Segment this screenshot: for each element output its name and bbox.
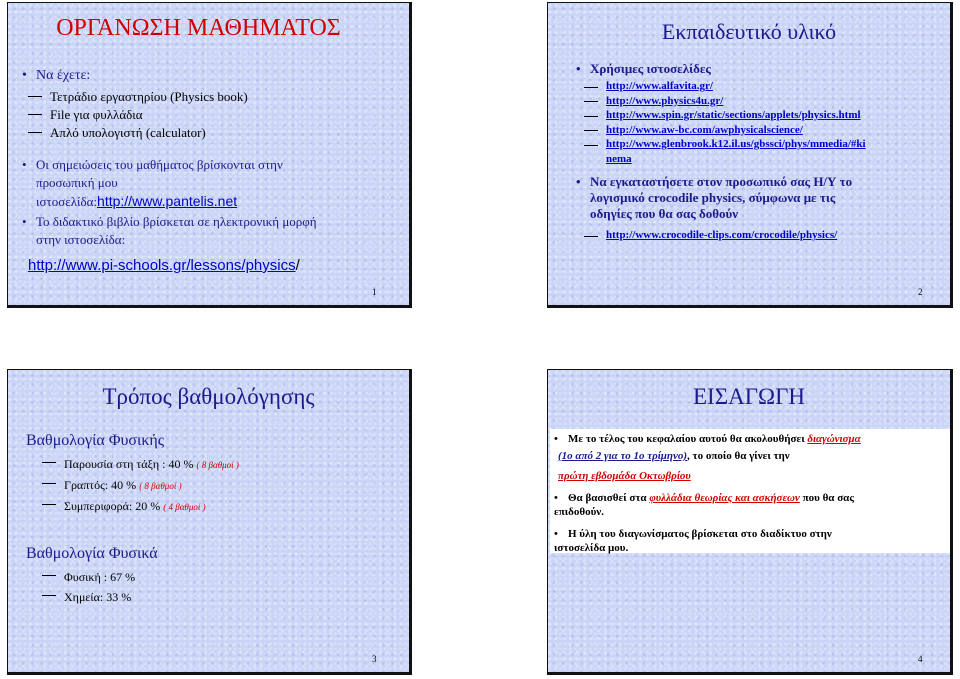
slide-number: 2 <box>918 287 923 297</box>
slide-number: 4 <box>918 654 923 664</box>
list-item: Χημεία: 33 % <box>40 587 406 607</box>
slide-3 <box>7 369 412 675</box>
slide-4-content: • Με το τέλος του κεφαλαίου αυτού θα ακολουθήσει διαγώνισμα (1ο από 2 για το 1ο τρίμηνο), το οποίο θα γίνει την πρώτη εβδομάδα Οκτωβρίου • Θα βασισθεί στα φυλλάδια θεωρίας και ασκήσεων που θα σας επιδοθούν. • Η ύλη του διαγωνίσματος βρίσκεται στο διαδίκτυο στην ιστοσελίδα μου. <box>554 432 952 555</box>
list-item: Γραπτός: 40 % ( 8 βαθμοί ) <box>40 475 406 496</box>
glenbrook-link[interactable]: http://www.glenbrook.k12.il.us/gbssci/phys/mmedia/#ki <box>606 138 866 150</box>
spin-link[interactable]: http://www.spin.gr/static/sections/applets/physics.html <box>606 109 861 121</box>
exam-link[interactable]: διαγώνισμα <box>807 433 861 445</box>
slide-number: 1 <box>372 287 377 297</box>
list-item: Απλό υπολογιστή (calculator) <box>26 124 407 142</box>
slide-number: 3 <box>372 654 377 664</box>
pi-schools-link[interactable]: http://www.pi-schools.gr/lessons/physics <box>28 257 296 274</box>
slide-1-content <box>22 67 407 275</box>
have-label: • Να έχετε: <box>22 67 407 85</box>
exam-paragraph: • Με το τέλος του κεφαλαίου αυτού θα ακολουθήσει διαγώνισμα <box>554 432 952 446</box>
science-grading-heading: Βαθμολογία Φυσικά <box>26 545 158 562</box>
october-week-link[interactable]: πρώτη εβδομάδα Οκτωβρίου <box>558 470 691 482</box>
slide-2 <box>547 2 953 308</box>
aw-bc-link[interactable]: http://www.aw-bc.com/awphysicalscience/ <box>606 123 803 136</box>
slide-1-title: ΟΡΓΑΝΩΣΗ ΜΑΘΗΜΑΤΟΣ <box>56 15 341 41</box>
handouts-link[interactable]: φυλλάδια θεωρίας και ασκήσεων <box>649 492 800 504</box>
install-paragraph: • Να εγκαταστήσετε στον προσωπικό σας Η/Υ το λογισμικό crocodile physics, σύμφωνα με τις οδηγίες που θα σας δοθούν <box>576 174 946 222</box>
slide-4-title: ΕΙΣΑΓΩΓΗ <box>692 384 805 409</box>
list-item: Φυσική : 67 % <box>40 567 406 587</box>
useful-label: • Χρήσιμες ιστοσελίδες <box>576 61 946 77</box>
alfavita-link[interactable]: http://www.alfavita.gr/ <box>606 80 713 92</box>
slide-1 <box>7 2 412 308</box>
material-paragraph: • Η ύλη του διαγωνίσματος βρίσκεται στο διαδίκτυο στην ιστοσελίδα μου. <box>554 527 952 555</box>
physics-grading-heading: Βαθμολογία Φυσικής <box>26 432 165 449</box>
pantelis-link[interactable]: http://www.pantelis.net <box>97 193 238 209</box>
list-item: Τετράδιο εργαστηρίου (Physics book) <box>26 88 407 106</box>
book-link-line: http://www.pi-schools.gr/lessons/physics/ <box>28 257 300 274</box>
crocodile-link[interactable]: http://www.crocodile-clips.com/crocodile/physics/ <box>606 229 838 241</box>
glenbrook-link-cont[interactable]: nema <box>606 152 632 165</box>
list-item: Συμπεριφορά: 20 % ( 4 βαθμοί ) <box>40 496 406 517</box>
basis-paragraph: • Θα βασισθεί στα φυλλάδια θεωρίας και ασκήσεων που θα σας επιδοθούν. <box>554 491 952 519</box>
list-item: File για φυλλάδια <box>26 106 407 124</box>
list-item: Παρουσία στη τάξη : 40 % ( 8 βαθμοί ) <box>40 454 406 475</box>
slide-3-title: Τρόπος βαθμολόγησης <box>102 384 315 409</box>
term-link[interactable]: (1ο από 2 για το 1ο τρίμηνο) <box>558 450 688 462</box>
slide-3-content <box>26 430 406 607</box>
book-paragraph: • Το διδακτικό βιβλίο βρίσκεται σε ηλεκτρονική μορφή στην ιστοσελίδα: <box>22 213 407 249</box>
slide-2-content <box>576 61 946 243</box>
slide-4 <box>547 369 953 675</box>
physics4u-link[interactable]: http://www.physics4u.gr/ <box>606 94 724 107</box>
notes-paragraph: • Οι σημειώσεις του μαθήματος βρίσκονται στην προσωπική μου ιστοσελίδα:http://www.pantelis.net <box>22 156 407 211</box>
slide-2-title: Εκπαιδευτικό υλικό <box>661 19 837 44</box>
